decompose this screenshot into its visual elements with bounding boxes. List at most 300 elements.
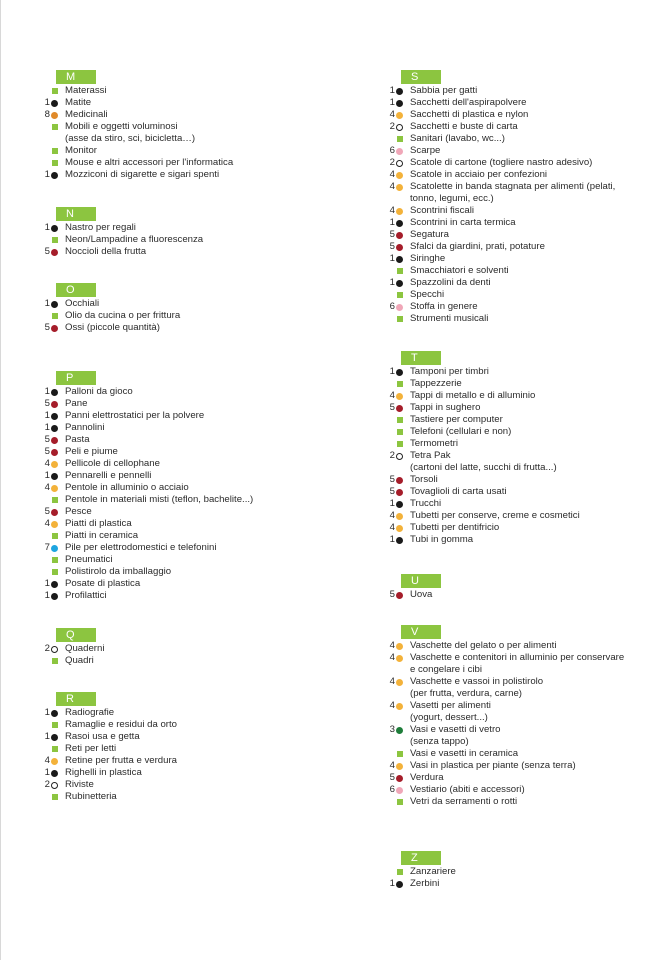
color-dot-icon	[396, 537, 403, 544]
green-square-icon	[52, 160, 58, 166]
item-label	[65, 578, 140, 590]
list-item	[41, 743, 341, 755]
category-number: 5	[44, 398, 50, 409]
section-q	[41, 628, 341, 667]
item-text: Mozziconi di sigarette e sigari spenti	[65, 169, 220, 180]
list-item	[386, 426, 656, 438]
item-label	[65, 97, 91, 109]
item-label	[65, 434, 90, 446]
list-item	[41, 145, 341, 157]
item-text: Scontrini fiscali	[410, 205, 474, 216]
item-text: Telefoni (cellulari e non)	[410, 426, 512, 437]
item-label	[410, 522, 499, 534]
color-dot-icon	[396, 513, 403, 520]
color-dot-icon	[51, 449, 58, 456]
item-label	[65, 506, 92, 518]
item-label	[410, 241, 545, 253]
color-dot-icon	[51, 100, 58, 107]
item-label	[65, 719, 177, 731]
list-item	[386, 589, 656, 601]
item-label	[65, 542, 216, 554]
item-text: Profilattici	[65, 590, 107, 601]
list-item	[41, 566, 341, 578]
category-number: 2	[389, 121, 395, 132]
green-square-icon	[52, 497, 58, 503]
list-item	[386, 157, 656, 169]
item-text: Vaschette e vassoi in polistirolo	[410, 676, 544, 687]
category-number: 4	[389, 510, 395, 521]
list-item	[386, 378, 656, 390]
item-text: Pannolini	[65, 422, 105, 433]
category-number: 5	[44, 322, 50, 333]
category-number: 1	[44, 169, 50, 180]
color-dot-icon	[396, 655, 403, 662]
item-text: Pneumatici	[65, 554, 113, 565]
section-u	[386, 574, 656, 601]
category-number: 5	[389, 486, 395, 497]
item-text: Vestiario (abiti e accessori)	[410, 784, 525, 795]
item-text: Olio da cucina o per frittura	[65, 310, 181, 321]
item-label	[65, 157, 233, 169]
green-square-icon	[52, 746, 58, 752]
item-label	[410, 414, 503, 426]
item-text: Pentole in materiali misti (teflon, bachelite...)	[65, 494, 254, 505]
category-number: 4	[389, 700, 395, 711]
item-label	[65, 298, 99, 310]
list-item	[41, 542, 341, 554]
item-label	[410, 486, 507, 498]
list-item	[41, 234, 341, 246]
item-text: Scontrini in carta termica	[410, 217, 516, 228]
item-label	[65, 755, 177, 767]
list-item	[386, 313, 656, 325]
green-square-icon	[52, 88, 58, 94]
list-item	[41, 470, 341, 482]
item-text: Polistirolo da imballaggio	[65, 566, 172, 577]
item-text: Sabbia per gatti	[410, 85, 478, 96]
color-dot-icon	[51, 112, 58, 119]
list-item	[386, 724, 656, 748]
green-square-icon	[397, 429, 403, 435]
list-item	[386, 289, 656, 301]
item-text-continued: (yogurt, dessert...)	[410, 712, 488, 723]
list-item	[41, 590, 341, 602]
section-letter-header: V	[401, 625, 441, 639]
color-dot-icon	[396, 727, 403, 734]
category-number: 2	[44, 779, 50, 790]
section-letter-header: S	[401, 70, 441, 84]
item-label	[410, 724, 500, 748]
item-label	[410, 589, 432, 601]
item-label	[65, 731, 140, 743]
item-label	[410, 229, 449, 241]
item-label	[65, 530, 138, 542]
item-label	[65, 494, 253, 506]
item-text: Scatole in acciaio per confezioni	[410, 169, 548, 180]
list-item	[386, 229, 656, 241]
list-item	[386, 253, 656, 265]
list-item	[41, 655, 341, 667]
item-label	[410, 217, 516, 229]
category-number: 5	[44, 506, 50, 517]
category-number: 4	[44, 458, 50, 469]
color-dot-icon	[396, 477, 403, 484]
color-dot-icon	[396, 256, 403, 263]
list-item	[41, 506, 341, 518]
item-label	[410, 277, 491, 289]
item-label	[65, 145, 97, 157]
green-square-icon	[397, 316, 403, 322]
list-item	[41, 434, 341, 446]
item-text: Sfalci da giardini, prati, potature	[410, 241, 545, 252]
list-item	[386, 414, 656, 426]
item-label	[65, 246, 146, 258]
category-number: 4	[44, 755, 50, 766]
item-label	[65, 566, 171, 578]
item-text: Pane	[65, 398, 88, 409]
item-text: Tubetti per dentifricio	[410, 522, 500, 533]
category-number: 5	[44, 434, 50, 445]
category-number: 4	[389, 522, 395, 533]
item-label	[410, 474, 438, 486]
category-number: 5	[389, 589, 395, 600]
item-label	[410, 97, 527, 109]
item-text: Rasoi usa e getta	[65, 731, 140, 742]
category-number: 1	[44, 386, 50, 397]
color-dot-icon	[396, 775, 403, 782]
category-number: 2	[389, 450, 395, 461]
color-dot-icon	[396, 525, 403, 532]
category-number: 1	[44, 222, 50, 233]
item-text: Zerbini	[410, 878, 440, 889]
color-dot-icon	[51, 509, 58, 516]
item-label	[65, 470, 151, 482]
item-label	[410, 866, 456, 878]
list-item	[41, 121, 341, 145]
color-dot-icon	[396, 220, 403, 227]
list-item	[41, 410, 341, 422]
color-dot-icon	[51, 401, 58, 408]
item-text: Vaschette del gelato o per alimenti	[410, 640, 557, 651]
item-text: Panni elettrostatici per la polvere	[65, 410, 205, 421]
color-dot-icon	[396, 232, 403, 239]
item-text-continued: (cartoni del latte, succhi di frutta...)	[410, 462, 557, 473]
color-dot-icon	[51, 225, 58, 232]
green-square-icon	[397, 417, 403, 423]
item-text: Palloni da gioco	[65, 386, 133, 397]
list-item	[41, 386, 341, 398]
section-n	[41, 207, 341, 258]
list-item	[41, 157, 341, 169]
color-dot-icon	[396, 172, 403, 179]
color-dot-icon	[396, 501, 403, 508]
list-item	[386, 402, 656, 414]
color-dot-icon	[51, 172, 58, 179]
list-item	[41, 85, 341, 97]
item-label	[65, 643, 104, 655]
list-item	[386, 181, 656, 205]
color-dot-icon	[51, 473, 58, 480]
list-item	[386, 169, 656, 181]
item-label	[410, 121, 518, 133]
green-square-icon	[397, 869, 403, 875]
list-item	[386, 217, 656, 229]
item-label	[65, 767, 142, 779]
category-number: 1	[389, 85, 395, 96]
item-text: Sacchetti e buste di carta	[410, 121, 518, 132]
color-dot-icon	[396, 393, 403, 400]
item-label	[65, 779, 94, 791]
list-item	[386, 652, 656, 676]
color-dot-icon	[51, 437, 58, 444]
item-text: Medicinali	[65, 109, 108, 120]
color-dot-icon	[396, 88, 403, 95]
item-text: Tappezzerie	[410, 378, 462, 389]
category-number: 4	[389, 390, 395, 401]
item-text: Pasta	[65, 434, 90, 445]
green-square-icon	[52, 557, 58, 563]
item-text: Spazzolini da denti	[410, 277, 491, 288]
item-text: Uova	[410, 589, 433, 600]
item-label	[410, 700, 491, 724]
item-text: Vetri da serramenti o rotti	[410, 796, 518, 807]
list-item	[386, 450, 656, 474]
color-dot-icon	[396, 763, 403, 770]
item-text: Sanitari (lavabo, wc...)	[410, 133, 505, 144]
item-text-continued: (senza tappo)	[410, 736, 469, 747]
green-square-icon	[52, 237, 58, 243]
section-letter-header: O	[56, 283, 96, 297]
item-text: Vasi in plastica per piante (senza terra)	[410, 760, 576, 771]
item-label	[410, 390, 535, 402]
green-square-icon	[397, 441, 403, 447]
list-item	[41, 322, 341, 334]
item-label	[410, 85, 477, 97]
color-dot-icon	[51, 485, 58, 492]
section-m	[41, 70, 341, 181]
item-text: Segatura	[410, 229, 449, 240]
category-number: 1	[44, 767, 50, 778]
item-label	[410, 205, 474, 217]
category-number: 1	[389, 253, 395, 264]
item-text: Scatolette in banda stagnata per alimenti (pelati,	[410, 181, 616, 192]
category-number: 1	[44, 578, 50, 589]
item-text: Smacchiatori e solventi	[410, 265, 509, 276]
list-item	[41, 530, 341, 542]
category-number: 1	[389, 878, 395, 889]
item-label	[65, 109, 108, 121]
list-item	[41, 298, 341, 310]
item-label	[410, 289, 444, 301]
list-item	[386, 438, 656, 450]
item-label	[410, 402, 480, 414]
category-number: 5	[389, 474, 395, 485]
color-dot-icon	[396, 369, 403, 376]
item-text: Ossi (piccole quantità)	[65, 322, 160, 333]
list-item	[41, 482, 341, 494]
list-item	[386, 522, 656, 534]
list-item	[386, 474, 656, 486]
list-item	[386, 390, 656, 402]
color-dot-icon	[396, 208, 403, 215]
item-text: Peli e piume	[65, 446, 118, 457]
item-text: Tovaglioli di carta usati	[410, 486, 507, 497]
category-number: 1	[389, 277, 395, 288]
item-text: Tubi in gomma	[410, 534, 474, 545]
item-label	[65, 554, 112, 566]
item-label	[65, 791, 117, 803]
color-dot-icon	[396, 592, 403, 599]
green-square-icon	[397, 136, 403, 142]
list-item	[386, 109, 656, 121]
category-number: 1	[44, 590, 50, 601]
item-label	[65, 222, 136, 234]
item-text: Tappi di metallo e di alluminio	[410, 390, 536, 401]
green-square-icon	[52, 148, 58, 154]
item-text: Zanzariere	[410, 866, 456, 877]
list-item	[41, 554, 341, 566]
item-label	[65, 322, 160, 334]
list-item	[41, 458, 341, 470]
color-dot-icon	[396, 679, 403, 686]
hollow-dot-icon	[51, 646, 58, 653]
item-text: Trucchi	[410, 498, 442, 509]
color-dot-icon	[51, 758, 58, 765]
category-number: 1	[44, 707, 50, 718]
section-z	[386, 851, 656, 890]
category-number: 1	[389, 217, 395, 228]
item-label	[410, 878, 439, 890]
color-dot-icon	[396, 244, 403, 251]
category-number: 1	[44, 731, 50, 742]
item-text: Reti per letti	[65, 743, 117, 754]
item-label	[65, 310, 180, 322]
list-item	[386, 486, 656, 498]
category-number: 4	[389, 640, 395, 651]
section-letter-header: Q	[56, 628, 96, 642]
list-item	[41, 398, 341, 410]
list-item	[41, 779, 341, 791]
hollow-dot-icon	[396, 160, 403, 167]
section-letter-header: P	[56, 371, 96, 385]
category-number: 1	[389, 366, 395, 377]
item-text: Rubinetteria	[65, 791, 117, 802]
green-square-icon	[52, 722, 58, 728]
section-letter-header: R	[56, 692, 96, 706]
list-item	[386, 676, 656, 700]
item-text: Piatti di plastica	[65, 518, 132, 529]
item-label	[410, 760, 576, 772]
item-text: Torsoli	[410, 474, 438, 485]
item-label	[410, 438, 458, 450]
color-dot-icon	[396, 703, 403, 710]
color-dot-icon	[51, 521, 58, 528]
category-number: 3	[389, 724, 395, 735]
item-text: Piatti in ceramica	[65, 530, 139, 541]
green-square-icon	[397, 381, 403, 387]
list-item	[41, 518, 341, 530]
color-dot-icon	[51, 710, 58, 717]
item-text: Neon/Lampadine a fluorescenza	[65, 234, 204, 245]
item-label	[410, 640, 556, 652]
section-letter-header: U	[401, 574, 441, 588]
list-item	[41, 731, 341, 743]
category-number: 4	[44, 518, 50, 529]
item-label	[65, 446, 118, 458]
list-item	[386, 866, 656, 878]
category-number: 5	[389, 772, 395, 783]
list-item	[386, 796, 656, 808]
color-dot-icon	[396, 405, 403, 412]
color-dot-icon	[396, 184, 403, 191]
section-o	[41, 283, 341, 334]
item-label	[410, 145, 440, 157]
color-dot-icon	[396, 304, 403, 311]
category-number: 6	[389, 784, 395, 795]
category-number: 1	[389, 498, 395, 509]
item-label	[410, 313, 488, 325]
hollow-dot-icon	[51, 782, 58, 789]
item-text: Vasi e vasetti di vetro	[410, 724, 501, 735]
category-number: 2	[44, 643, 50, 654]
list-item	[41, 109, 341, 121]
color-dot-icon	[396, 489, 403, 496]
category-number: 1	[44, 298, 50, 309]
item-text-continued: tonno, legumi, ecc.)	[410, 193, 494, 204]
category-number: 5	[44, 246, 50, 257]
green-square-icon	[52, 569, 58, 575]
item-label	[65, 386, 133, 398]
item-text: Termometri	[410, 438, 458, 449]
section-letter-header: N	[56, 207, 96, 221]
list-item	[386, 205, 656, 217]
color-dot-icon	[396, 643, 403, 650]
item-label	[410, 784, 525, 796]
item-label	[410, 676, 543, 700]
list-item	[386, 784, 656, 796]
list-item	[386, 97, 656, 109]
color-dot-icon	[51, 581, 58, 588]
list-item	[41, 310, 341, 322]
item-text: Tappi in sughero	[410, 402, 481, 413]
section-s	[386, 70, 656, 325]
list-item	[386, 277, 656, 289]
green-square-icon	[52, 533, 58, 539]
item-text: Riviste	[65, 779, 94, 790]
hollow-dot-icon	[396, 453, 403, 460]
item-label	[410, 253, 445, 265]
list-item	[41, 97, 341, 109]
category-number: 4	[389, 169, 395, 180]
item-text: Pennarelli e pennelli	[65, 470, 152, 481]
item-text-continued: (per frutta, verdura, carne)	[410, 688, 522, 699]
list-item	[41, 791, 341, 803]
category-number: 4	[389, 760, 395, 771]
category-number: 5	[389, 402, 395, 413]
color-dot-icon	[51, 301, 58, 308]
category-number: 6	[389, 145, 395, 156]
category-number: 2	[389, 157, 395, 168]
item-label	[65, 169, 219, 181]
item-text: Vasetti per alimenti	[410, 700, 491, 711]
list-item	[386, 85, 656, 97]
list-item	[41, 767, 341, 779]
list-item	[41, 707, 341, 719]
item-text: Scatole di cartone (togliere nastro adesivo)	[410, 157, 593, 168]
list-item	[41, 719, 341, 731]
color-dot-icon	[51, 389, 58, 396]
category-number: 1	[44, 470, 50, 481]
